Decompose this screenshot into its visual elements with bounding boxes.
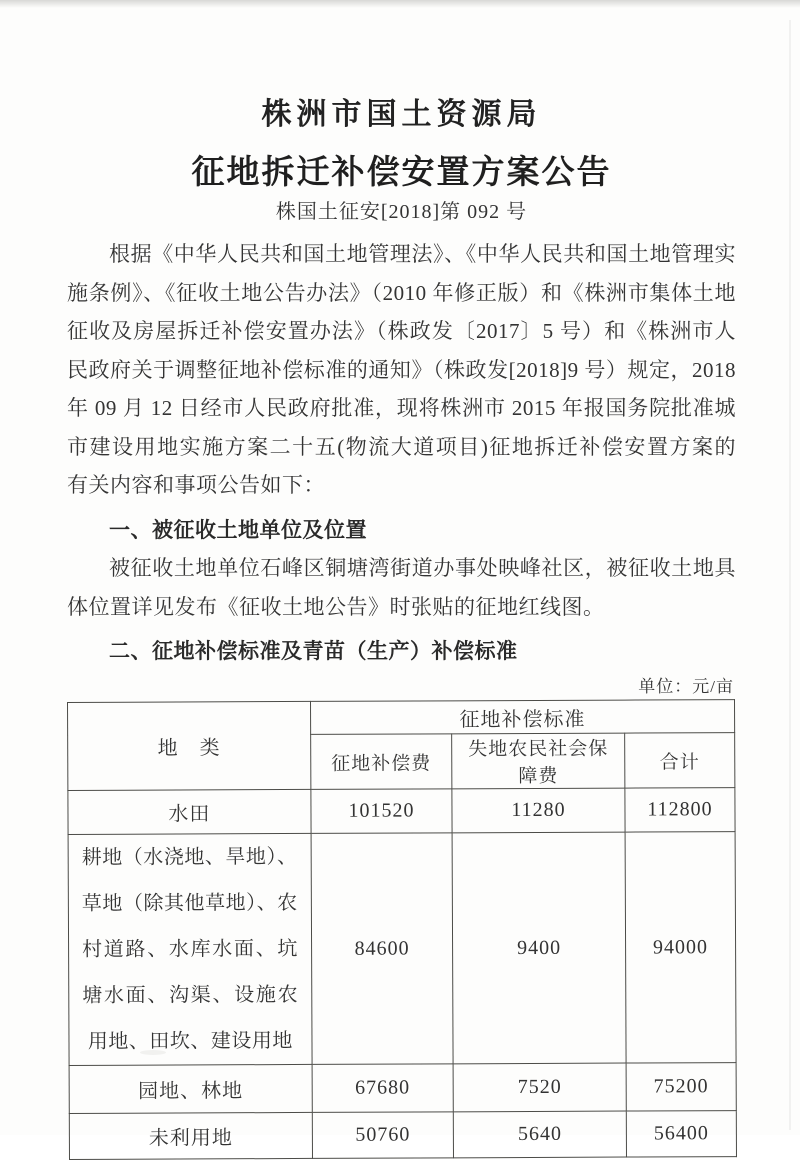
intro-line: 征收及房屋拆迁补偿安置办法》（株政发〔2017〕5 号）和《株洲市人 (67, 319, 736, 343)
intro-line: 市建设用地实施方案二十五(物流大道项目)征地拆迁补偿安置方案的 (67, 434, 736, 459)
col-header-social-security: 失地农民社会保障费 (452, 733, 625, 789)
cell-land-type: 耕地（水浇地、旱地）、草地（除其他草地）、农村道路、水库水面、坑塘水面、沟渠、设施农用地、田坎、建设用地 (68, 833, 312, 1065)
scan-edge-artifact-right (789, 20, 791, 1130)
cell-land-type: 未利用地 (69, 1112, 312, 1159)
cell-social-security: 9400 (452, 832, 626, 1064)
cell-total: 56400 (626, 1110, 736, 1156)
cell-land-type: 园地、林地 (69, 1064, 312, 1113)
section-1-line: 被征收土地单位石峰区铜塘湾街道办事处映峰社区，被征收土地具 (109, 556, 736, 580)
cell-compensation: 50760 (312, 1111, 454, 1158)
col-header-compensation: 征地补偿费 (310, 733, 452, 789)
document-title: 征地拆迁补偿安置方案公告 (191, 155, 612, 191)
table-row (68, 831, 736, 1065)
cell-compensation: 101520 (311, 788, 453, 833)
cell-total: 94000 (625, 831, 736, 1062)
table-row (69, 1062, 736, 1113)
agency-title: 株洲市国土资源局 (261, 98, 542, 131)
intro-line: 施条例》、《征收土地公告办法》（2010 年修正版）和《株洲市集体土地 (67, 280, 736, 305)
table-unit-note: 单位：元/亩 (638, 676, 734, 696)
scan-edge-artifact (0, 0, 800, 8)
section-1-line: 体位置详见发布《征收土地公告》时张贴的征地红线图。 (67, 594, 605, 619)
cell-total: 75200 (626, 1062, 736, 1110)
intro-line: 民政府关于调整征地补偿标准的通知》（株政发[2018]9 号）规定，2018 (67, 357, 736, 382)
cell-compensation: 67680 (312, 1063, 454, 1112)
col-header-total: 合计 (625, 732, 735, 787)
table-row (68, 787, 735, 834)
intro-line: 年 09 月 12 日经市人民政府批准，现将株洲市 2015 年报国务院批准城 (67, 396, 736, 420)
cell-compensation: 84600 (311, 832, 453, 1064)
cell-total: 112800 (625, 787, 735, 831)
col-header-land-type: 地 类 (68, 701, 311, 790)
cell-social-security: 7520 (453, 1063, 626, 1112)
col-group-header: 征地补偿标准 (310, 699, 734, 734)
section-1-heading: 一、被征收土地单位及位置 (109, 517, 367, 542)
cell-social-security: 5640 (453, 1111, 626, 1158)
table-row (69, 1110, 736, 1159)
document-number: 株国土征安[2018]第 092 号 (275, 201, 528, 223)
cell-land-type: 水田 (68, 789, 311, 834)
intro-line: 根据《中华人民共和国土地管理法》、《中华人民共和国土地管理实 (109, 242, 736, 266)
cell-social-security: 11280 (452, 788, 625, 833)
section-2-heading: 二、征地补偿标准及青苗（生产）补偿标准 (109, 639, 518, 663)
compensation-table-wrap (67, 699, 738, 1160)
intro-line: 有关内容和事项公告如下： (67, 473, 325, 497)
compensation-table (67, 699, 737, 1160)
intro-paragraph (67, 235, 736, 505)
section-1-paragraph (67, 549, 736, 626)
